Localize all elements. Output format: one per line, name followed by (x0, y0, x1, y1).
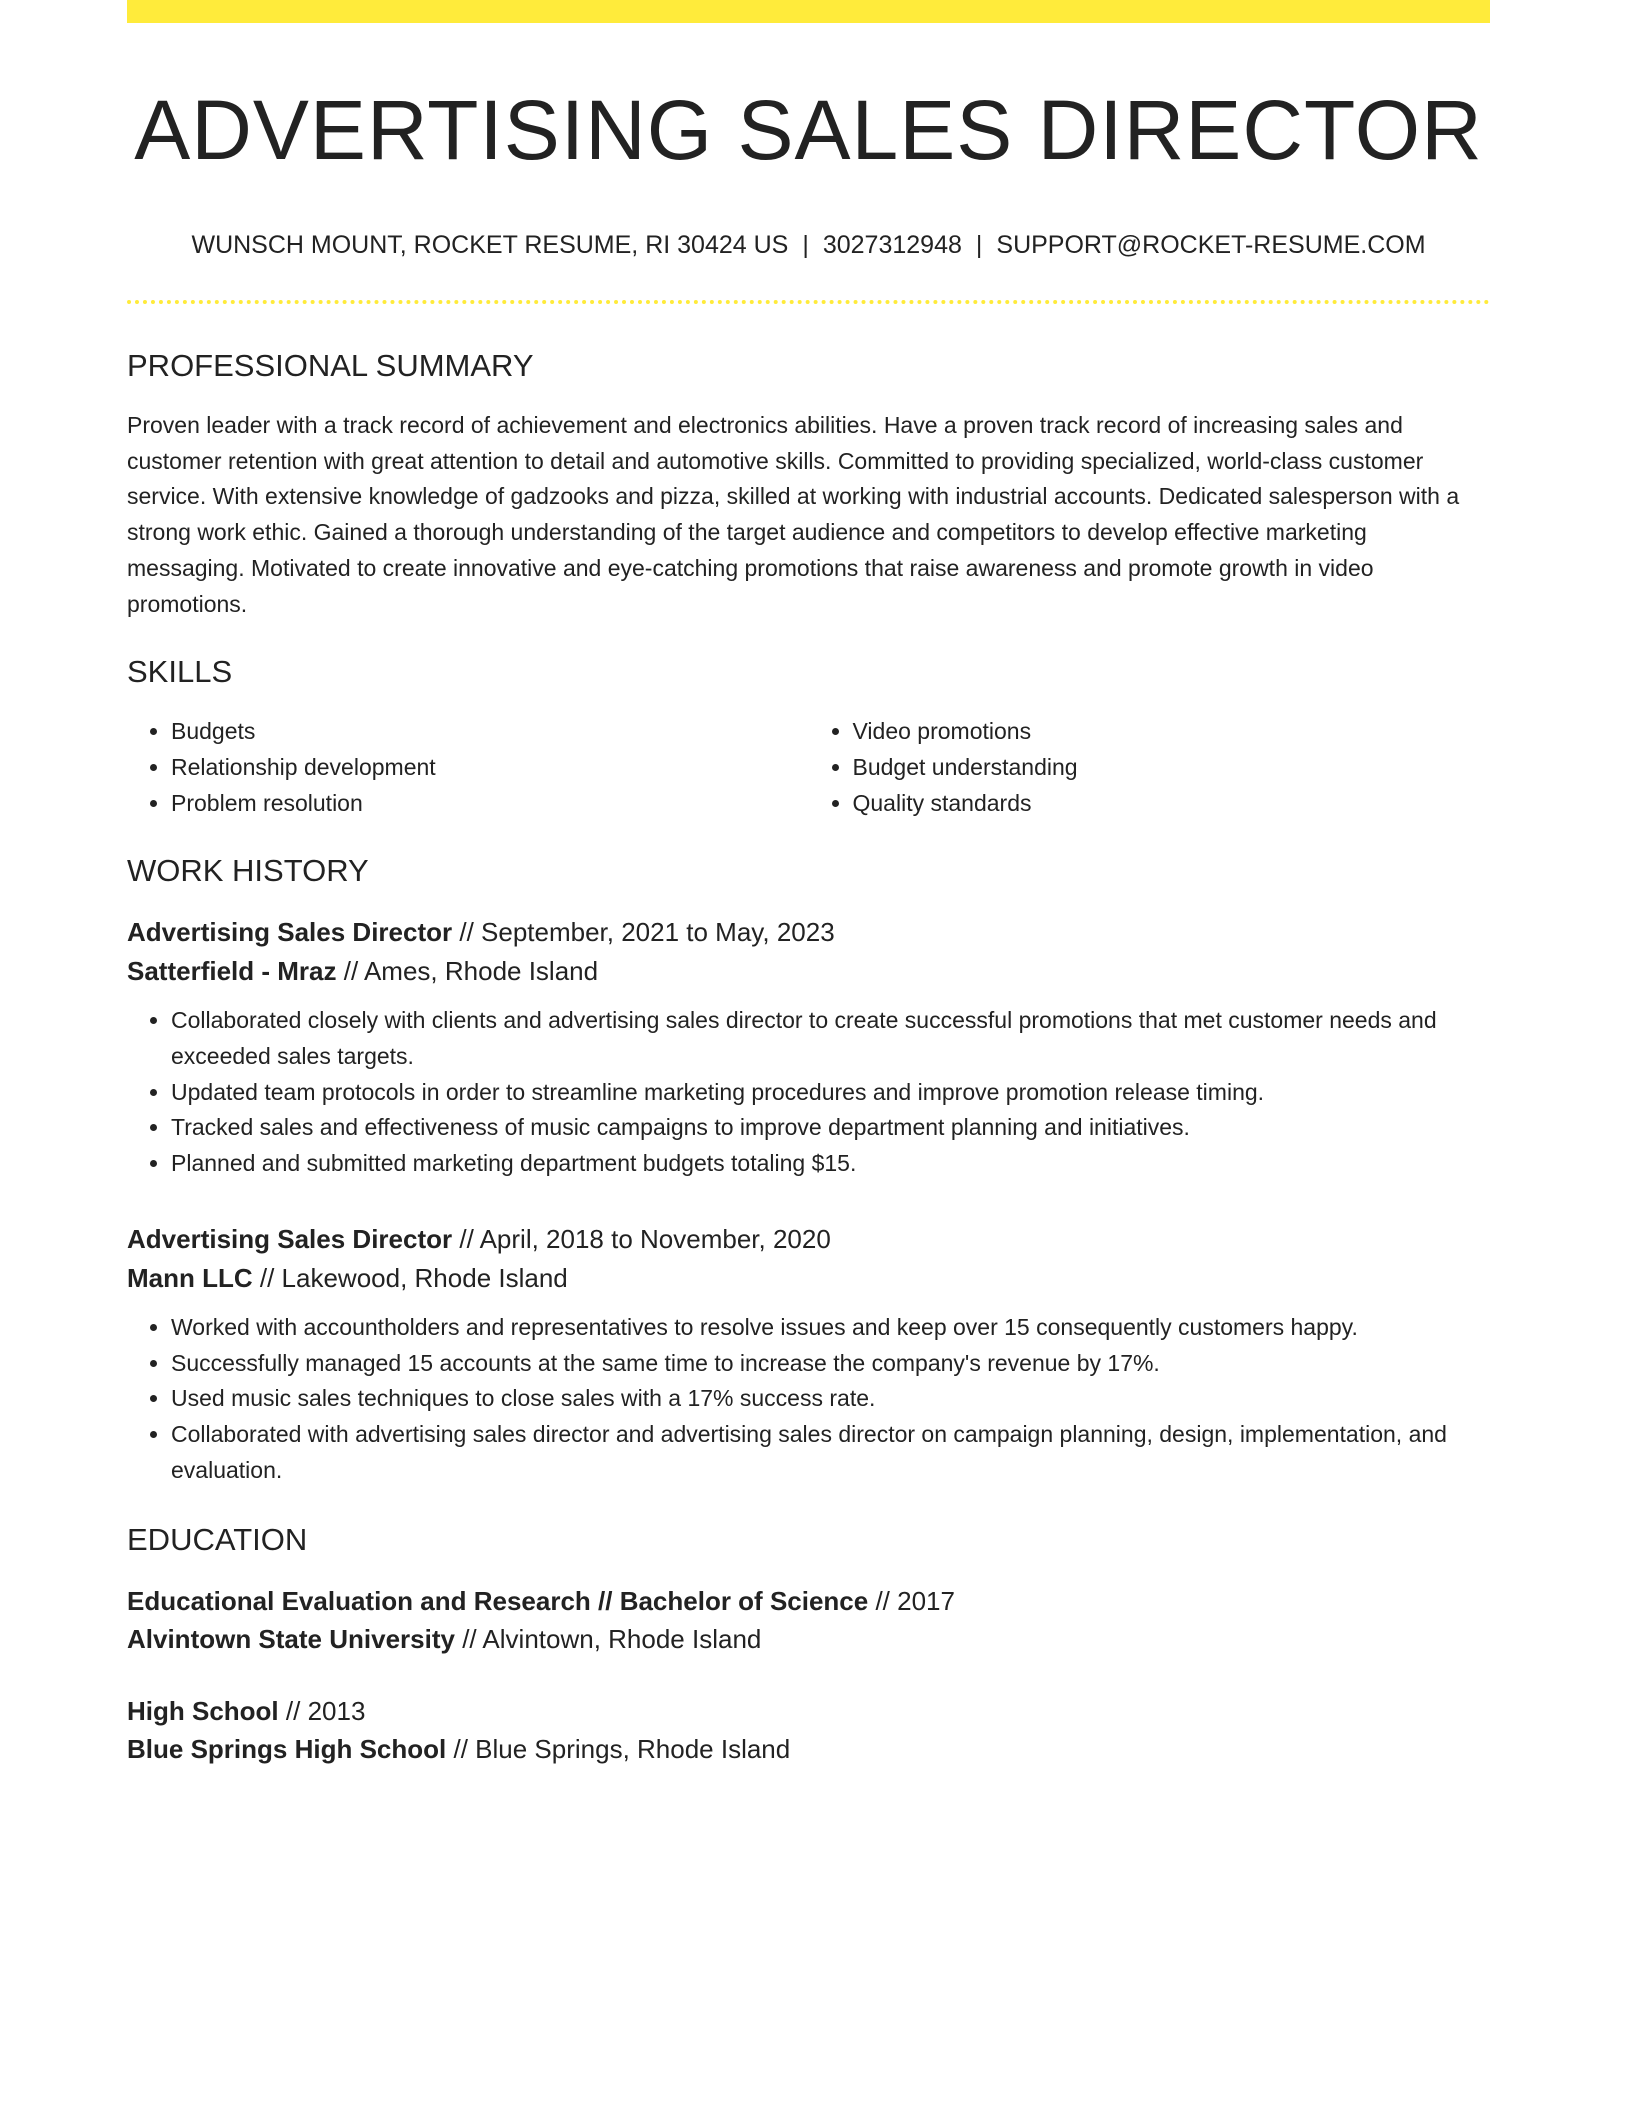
job-role: Advertising Sales Director (127, 917, 453, 948)
skill-item: • Video promotions (853, 714, 1491, 750)
education-location: // Alvintown, Rhode Island (454, 1624, 762, 1655)
contact-email: SUPPORT@ROCKET-RESUME.COM (996, 231, 1426, 259)
education-school-line (127, 1620, 1490, 1658)
skills-heading: SKILLS (127, 654, 233, 690)
job-bullet: • Collaborated with advertising sales director and advertising sales director on campaign planning, design, implementation, and evaluation. (171, 1417, 1490, 1488)
skills-column-left (127, 714, 809, 821)
job-bullet: • Collaborated closely with clients and advertising sales director to create successful promotions that met customer needs and exceeded sales targets. (171, 1003, 1490, 1074)
education-heading: EDUCATION (127, 1522, 308, 1558)
job-location: // Ames, Rhode Island (336, 956, 599, 987)
candidate-title: ADVERTISING SALES DIRECTOR (134, 83, 1483, 177)
education-school: Alvintown State University (127, 1624, 455, 1655)
education-entry (127, 1582, 1490, 1658)
skill-item: • Budget understanding (853, 750, 1491, 786)
job-role-line (127, 913, 1490, 952)
contact-line (127, 230, 1490, 260)
skill-item: • Budgets (171, 714, 809, 750)
education-degree: Educational Evaluation and Research // Bachelor of Science (127, 1586, 869, 1617)
skill-item: • Relationship development (171, 750, 809, 786)
education-degree-line (127, 1692, 1490, 1730)
job-bullet: • Successfully managed 15 accounts at the same time to increase the company's revenue by 17%. (171, 1346, 1490, 1382)
job-role-line (127, 1220, 1490, 1259)
job-bullet: • Updated team protocols in order to streamline marketing procedures and improve promotion release timing. (171, 1075, 1490, 1111)
education-entry (127, 1692, 1490, 1768)
job-bullet: • Worked with accountholders and representatives to resolve issues and keep over 15 consequently customers happy. (171, 1310, 1490, 1346)
education-school: Blue Springs High School (127, 1734, 447, 1765)
summary-text: Proven leader with a track record of achievement and electronics abilities. Have a proven track record of increasing sales and customer retention with great attention to detail and automotive skills. Committed to providing specialized, world-class customer service. With extensive knowledge of gadzooks and pizza, skilled at working with industrial accounts. Dedicated salesperson with a strong work ethic. Gained a thorough understanding of the target audience and competitors to develop effective marketing messaging. Motivated to create innovative and eye-catching promotions that raise awareness and promote growth in video promotions. (127, 412, 1460, 617)
work-history-heading: WORK HISTORY (127, 853, 369, 889)
education-school-line (127, 1730, 1490, 1768)
skills-column-right (809, 714, 1491, 821)
job-bullet: • Tracked sales and effectiveness of music campaigns to improve department planning and initiatives. (171, 1110, 1490, 1146)
contact-separator: | (802, 231, 809, 259)
education-location: // Blue Springs, Rhode Island (446, 1734, 791, 1765)
skill-item: • Quality standards (853, 786, 1491, 822)
job-dates: // April, 2018 to November, 2020 (452, 1223, 831, 1254)
job-bullets (127, 1310, 1490, 1489)
contact-address: WUNSCH MOUNT, ROCKET RESUME, RI 30424 US (191, 231, 789, 259)
job-company-line (127, 1259, 1490, 1298)
job-company-line (127, 952, 1490, 991)
contact-separator: | (975, 231, 983, 259)
job-entry (127, 913, 1490, 1182)
education-year: // 2017 (868, 1586, 955, 1617)
education-year: // 2013 (278, 1696, 366, 1727)
job-dates: // September, 2021 to May, 2023 (452, 917, 835, 948)
summary-heading: PROFESSIONAL SUMMARY (127, 348, 534, 383)
skills-list (127, 714, 1490, 821)
job-bullets (127, 1003, 1490, 1182)
skill-item: • Problem resolution (171, 786, 809, 822)
resume-content (127, 0, 1490, 1768)
job-company: Satterfield - Mraz (127, 956, 337, 987)
job-bullet: • Used music sales techniques to close sales with a 17% success rate. (171, 1381, 1490, 1417)
job-location: // Lakewood, Rhode Island (252, 1262, 568, 1293)
contact-phone: 3027312948 (822, 231, 962, 259)
education-degree: High School (127, 1696, 279, 1727)
job-bullet: • Planned and submitted marketing department budgets totaling $15. (171, 1146, 1490, 1182)
job-company: Mann LLC (127, 1262, 253, 1293)
dotted-divider (127, 300, 1490, 304)
job-entry (127, 1220, 1490, 1489)
education-degree-line (127, 1582, 1490, 1620)
job-role: Advertising Sales Director (127, 1223, 453, 1254)
